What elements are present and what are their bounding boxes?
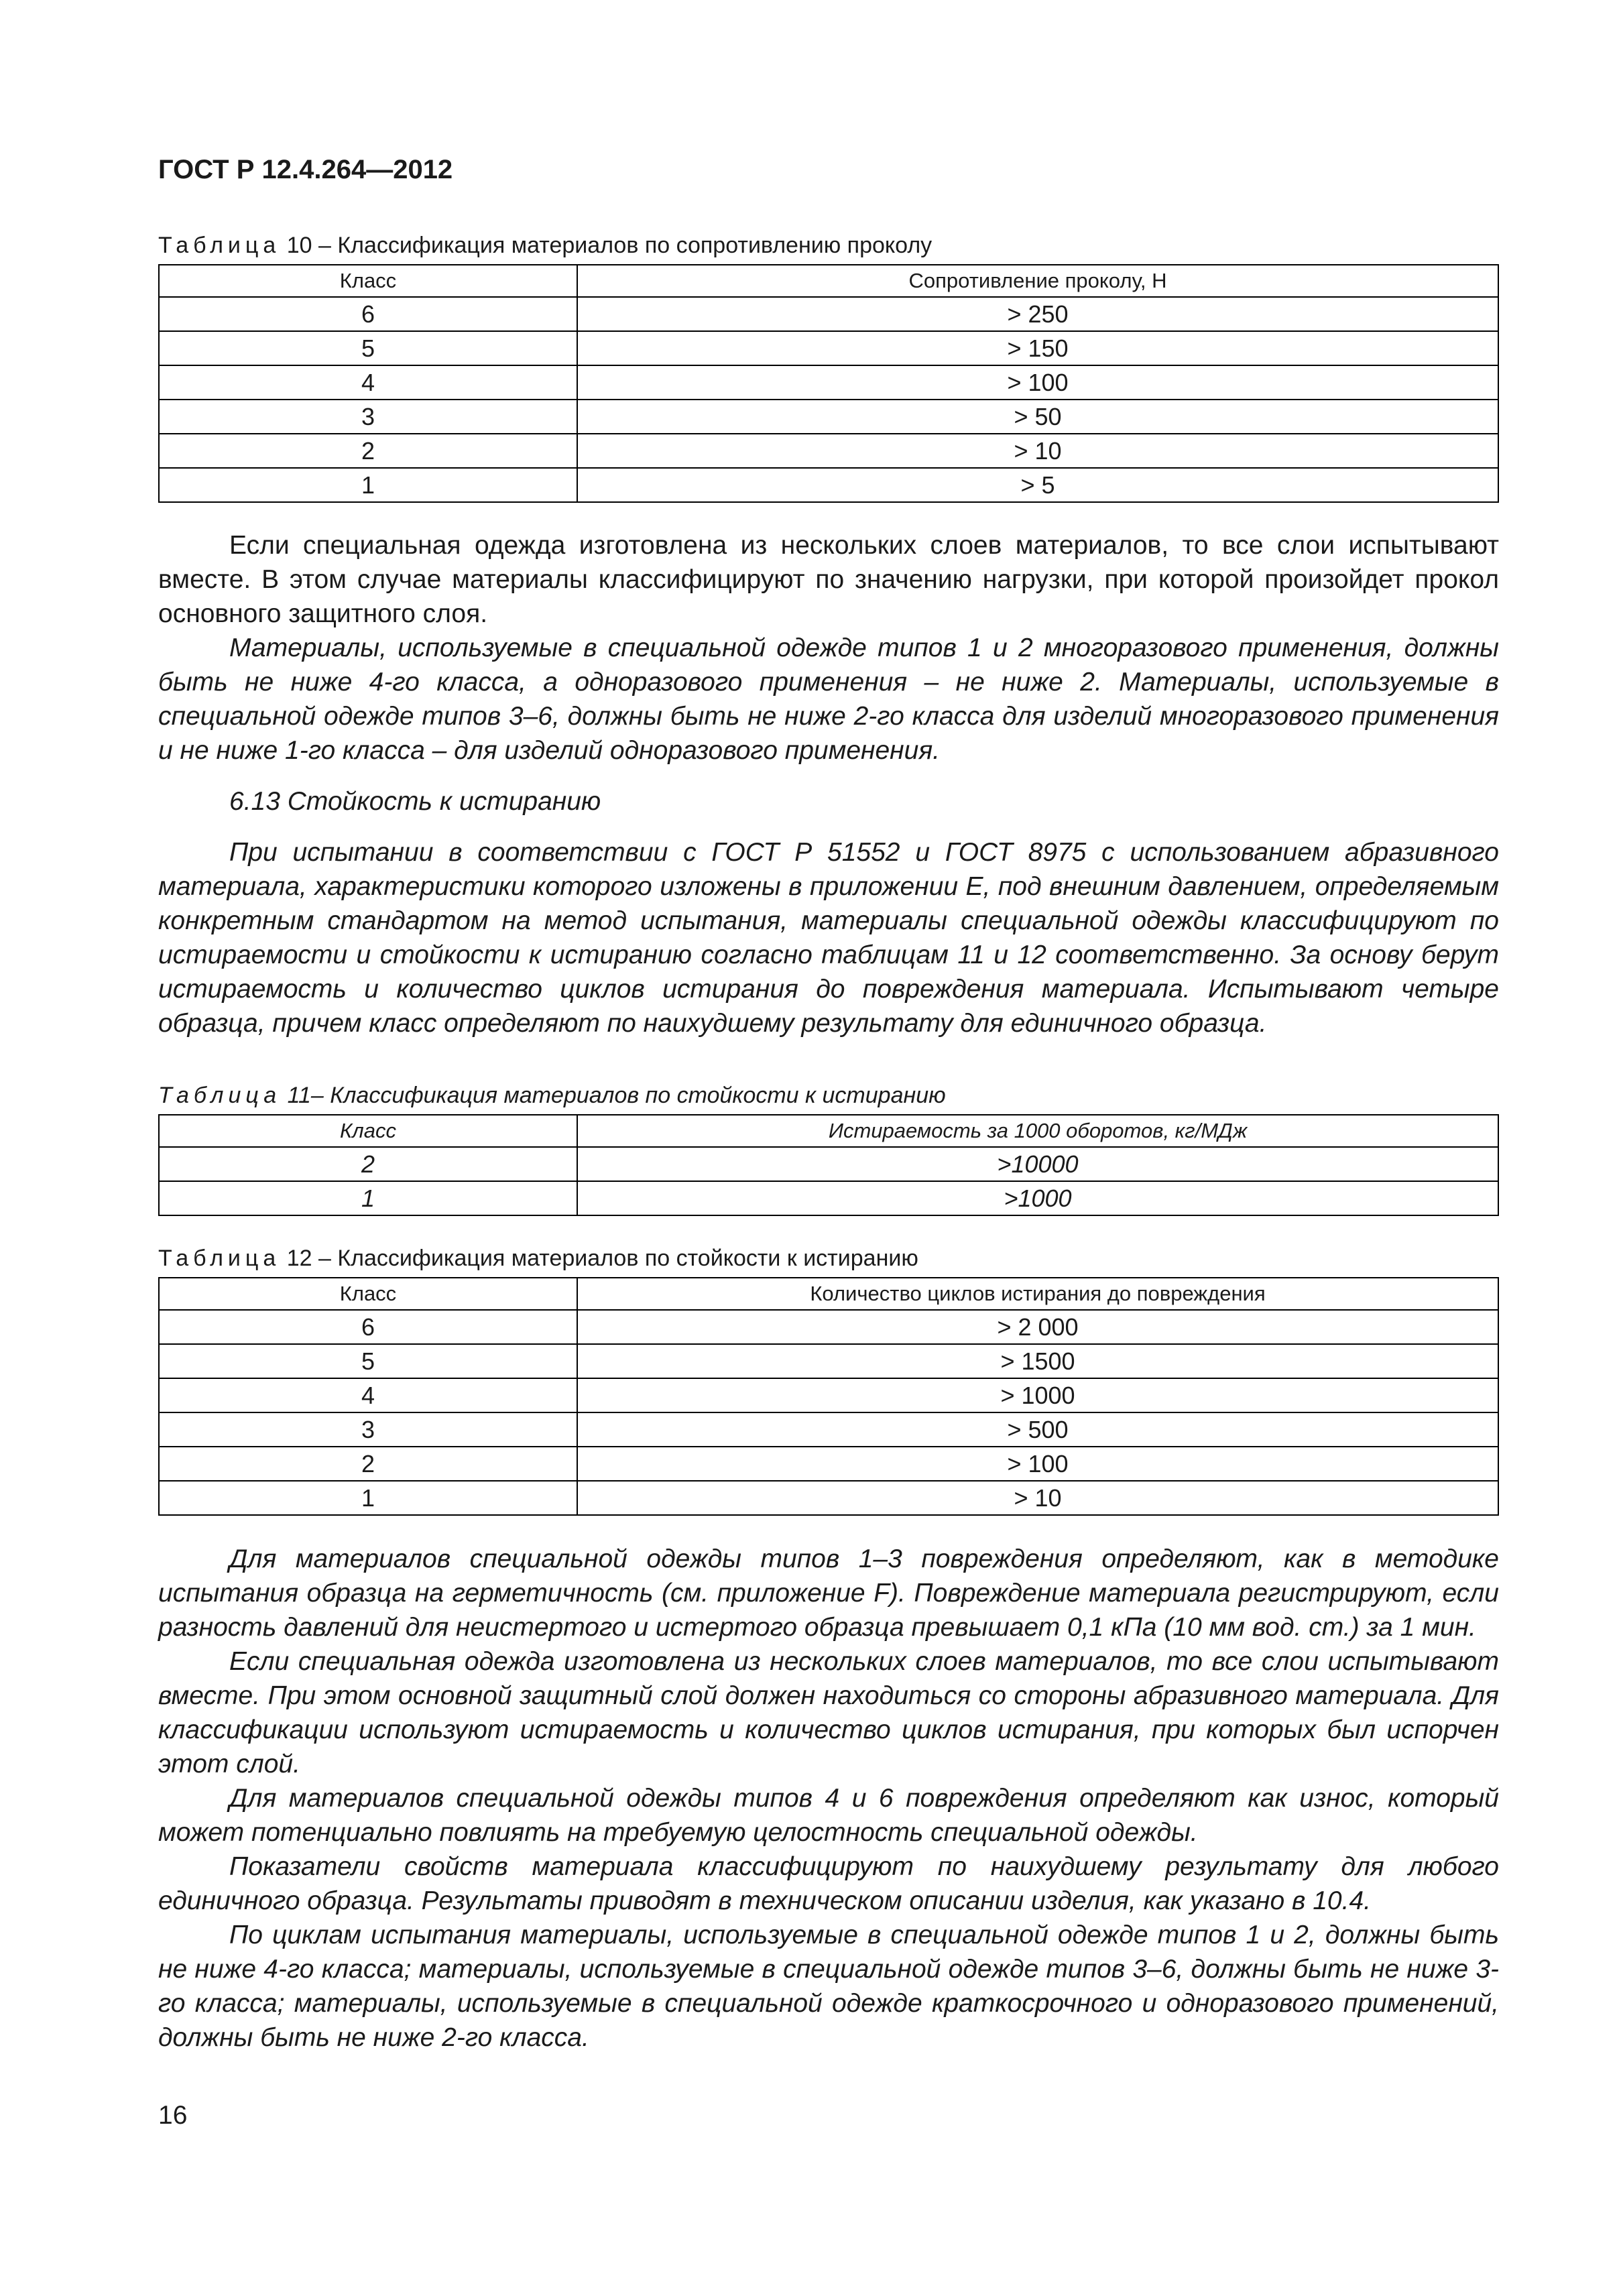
class-cell: 3 bbox=[159, 400, 577, 434]
value-cell: > 100 bbox=[577, 1447, 1498, 1481]
table-row bbox=[159, 1310, 1498, 1344]
class-cell: 2 bbox=[159, 1447, 577, 1481]
table-row bbox=[159, 297, 1498, 331]
table-header-row bbox=[159, 1115, 1498, 1147]
column-header-value: Количество циклов истирания до повреждения bbox=[577, 1278, 1498, 1310]
paragraph: Материалы, используемые в специальной одежде типов 1 и 2 многоразового применения, должны быть не ниже 4-го класса, а одноразового применения – не ниже 2. Материалы, используемые в специальной одежде типов 3–6, должны быть не ниже 2-го класса для изделий многоразового применения и не ниже 1-го класса – для изделий одноразового применения. bbox=[158, 633, 1499, 765]
table-row bbox=[159, 1378, 1498, 1412]
table-row bbox=[159, 468, 1498, 502]
class-cell: 5 bbox=[159, 1344, 577, 1378]
column-header-class: Класс bbox=[159, 1278, 577, 1310]
class-cell: 1 bbox=[159, 1481, 577, 1515]
class-cell: 2 bbox=[159, 1147, 577, 1181]
paragraph: Если специальная одежда изготовлена из нескольких слоев материалов, то все слои испытывают вместе. В этом случае материалы классифицируют по значению нагрузки, при которой произойдет прокол основного защитного слоя. bbox=[158, 531, 1499, 628]
column-header-class: Класс bbox=[159, 1115, 577, 1147]
value-cell: > 500 bbox=[577, 1412, 1498, 1447]
class-cell: 1 bbox=[159, 1181, 577, 1215]
table-12 bbox=[158, 1277, 1499, 1516]
paragraph: Если специальная одежда изготовлена из нескольких слоев материалов, то все слои испытывают вместе. При этом основной защитный слой должен находиться со стороны абразивного материала. Для классификации используют истираемость и количество циклов истирания, при которых был испорчен этот слой. bbox=[158, 1647, 1499, 1778]
table-row bbox=[159, 331, 1498, 365]
table-row bbox=[159, 1147, 1498, 1181]
class-cell: 3 bbox=[159, 1412, 577, 1447]
table-header-row bbox=[159, 265, 1498, 297]
paragraph-group-a bbox=[158, 528, 1499, 631]
class-cell: 1 bbox=[159, 468, 577, 502]
table-row bbox=[159, 1412, 1498, 1447]
table-11-caption: Таблица 11– Классификация материалов по стойкости к истиранию bbox=[158, 1083, 946, 1108]
page-number: 16 bbox=[158, 2101, 188, 2130]
column-header-value: Истираемость за 1000 оборотов, кг/МДж bbox=[577, 1115, 1498, 1147]
column-header-value: Сопротивление проколу, Н bbox=[577, 265, 1498, 297]
paragraph-group-c bbox=[158, 835, 1499, 1040]
table-row bbox=[159, 434, 1498, 468]
class-cell: 5 bbox=[159, 331, 577, 365]
table-row bbox=[159, 1344, 1498, 1378]
value-cell: >10000 bbox=[577, 1147, 1498, 1181]
class-cell: 2 bbox=[159, 434, 577, 468]
value-cell: > 10 bbox=[577, 434, 1498, 468]
section-heading-6-13: 6.13 Стойкость к истиранию bbox=[229, 787, 601, 816]
paragraph: Для материалов специальной одежды типов 4 и 6 повреждения определяют как износ, который может потенциально повлиять на требуемую целостность специальной одежды. bbox=[158, 1784, 1499, 1847]
table-11 bbox=[158, 1114, 1499, 1216]
table-row bbox=[159, 1181, 1498, 1215]
paragraph: По циклам испытания материалы, используемые в специальной одежде типов 1 и 2, должны быть не ниже 4-го класса; материалы, используемые в специальной одежде типов 3–6, должны быть не ниже 3-го класса; материалы, используемые в специальной одежде краткосрочного и одноразового применений, должны быть не ниже 2-го класса. bbox=[158, 1921, 1499, 2052]
paragraph-group-d bbox=[158, 1542, 1499, 2055]
class-cell: 6 bbox=[159, 1310, 577, 1344]
table-row bbox=[159, 400, 1498, 434]
value-cell: > 250 bbox=[577, 297, 1498, 331]
table-10 bbox=[158, 264, 1499, 503]
paragraph: Для материалов специальной одежды типов 1–3 повреждения определяют, как в методике испытания образца на герметичность (см. приложение F). Повреждение материала регистрируют, если разность давлений для неистертого и истертого образца превышает 0,1 кПа (10 мм вод. ст.) за 1 мин. bbox=[158, 1545, 1499, 1642]
table-10-caption: Таблица 10 – Классификация материалов по сопротивлению проколу bbox=[158, 233, 933, 258]
table-row bbox=[159, 365, 1498, 400]
paragraph: При испытании в соответствии с ГОСТ Р 51552 и ГОСТ 8975 с использованием абразивного материала, характеристики которого изложены в приложении Е, под внешним давлением, определяемым конкретным стандартом на метод испытания, материалы специальной одежды классифицируют по истираемости и стойкости к истиранию согласно таблицам 11 и 12 соответственно. За основу берут истираемость и количество циклов истирания до повреждения материала. Испытывают четыре образца, причем класс определяют по наихудшему результату для единичного образца. bbox=[158, 838, 1499, 1038]
paragraph-group-b bbox=[158, 631, 1499, 768]
column-header-class: Класс bbox=[159, 265, 577, 297]
table-12-caption: Таблица 12 – Классификация материалов по стойкости к истиранию bbox=[158, 1246, 918, 1271]
class-cell: 4 bbox=[159, 1378, 577, 1412]
value-cell: > 150 bbox=[577, 331, 1498, 365]
value-cell: > 100 bbox=[577, 365, 1498, 400]
value-cell: > 5 bbox=[577, 468, 1498, 502]
value-cell: >1000 bbox=[577, 1181, 1498, 1215]
standard-code-header: ГОСТ Р 12.4.264—2012 bbox=[158, 155, 453, 184]
value-cell: > 10 bbox=[577, 1481, 1498, 1515]
paragraph: Показатели свойств материала классифицируют по наихудшему результату для любого единичного образца. Результаты приводят в техническом описании изделия, как указано в 10.4. bbox=[158, 1852, 1499, 1915]
table-header-row bbox=[159, 1278, 1498, 1310]
table-row bbox=[159, 1481, 1498, 1515]
value-cell: > 1000 bbox=[577, 1378, 1498, 1412]
class-cell: 6 bbox=[159, 297, 577, 331]
table-row bbox=[159, 1447, 1498, 1481]
value-cell: > 50 bbox=[577, 400, 1498, 434]
value-cell: > 2 000 bbox=[577, 1310, 1498, 1344]
value-cell: > 1500 bbox=[577, 1344, 1498, 1378]
class-cell: 4 bbox=[159, 365, 577, 400]
